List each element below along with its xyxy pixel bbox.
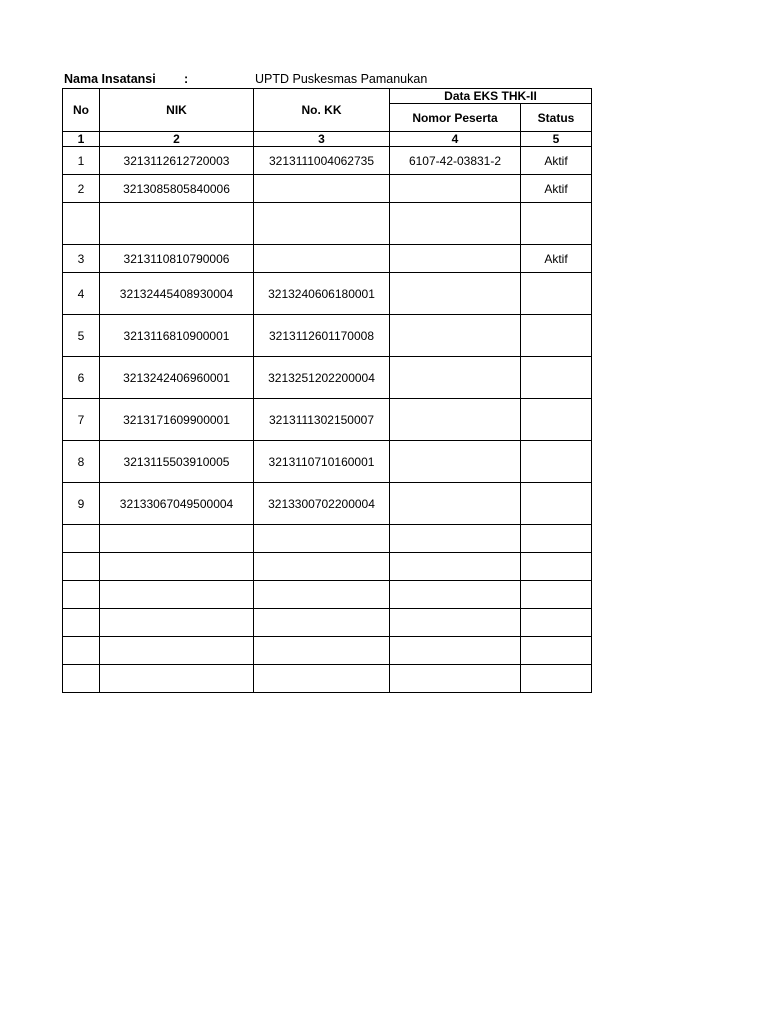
col-header-kk: No. KK (254, 89, 390, 132)
institution-label: Nama Insatansi (64, 72, 156, 86)
col-header-no: No (63, 89, 100, 132)
cell-no: 5 (63, 315, 100, 357)
cell-peserta (390, 175, 521, 203)
cell-kk (254, 245, 390, 273)
institution-colon: : (184, 72, 189, 86)
cell-kk: 3213112601170008 (254, 315, 390, 357)
col-header-status: Status (521, 104, 592, 132)
cell-kk: 3213300702200004 (254, 483, 390, 525)
cell-nik (100, 525, 254, 553)
institution-value: UPTD Puskesmas Pamanukan (255, 72, 428, 86)
table-row (63, 581, 592, 609)
table-row (63, 273, 592, 315)
table-row (63, 553, 592, 581)
cell-peserta (390, 637, 521, 665)
cell-no: 9 (63, 483, 100, 525)
cell-peserta (390, 553, 521, 581)
cell-kk (254, 665, 390, 693)
cell-peserta (390, 581, 521, 609)
cell-nik (100, 203, 254, 245)
cell-no (63, 609, 100, 637)
cell-kk (254, 175, 390, 203)
cell-nik: 3213110810790006 (100, 245, 254, 273)
cell-peserta (390, 399, 521, 441)
cell-nik: 32132445408930004 (100, 273, 254, 315)
cell-status (521, 273, 592, 315)
cell-nik: 3213112612720003 (100, 147, 254, 175)
cell-kk (254, 553, 390, 581)
cell-no: 7 (63, 399, 100, 441)
cell-peserta (390, 357, 521, 399)
cell-no (63, 203, 100, 245)
table-row (63, 525, 592, 553)
col-header-group: Data EKS THK-II (390, 89, 592, 104)
cell-peserta (390, 441, 521, 483)
cell-kk: 3213110710160001 (254, 441, 390, 483)
cell-kk (254, 203, 390, 245)
cell-nik (100, 553, 254, 581)
table-row (63, 245, 592, 273)
cell-status (521, 483, 592, 525)
cell-peserta (390, 665, 521, 693)
cell-nik (100, 637, 254, 665)
cell-peserta (390, 273, 521, 315)
cell-peserta: 6107-42-03831-2 (390, 147, 521, 175)
table-row (63, 357, 592, 399)
cell-kk: 3213111302150007 (254, 399, 390, 441)
cell-kk (254, 637, 390, 665)
cell-nik: 3213116810900001 (100, 315, 254, 357)
cell-no (63, 637, 100, 665)
col-header-peserta: Nomor Peserta (390, 104, 521, 132)
cell-kk: 3213251202200004 (254, 357, 390, 399)
cell-status: Aktif (521, 147, 592, 175)
cell-peserta (390, 245, 521, 273)
cell-no: 4 (63, 273, 100, 315)
cell-nik: 3213242406960001 (100, 357, 254, 399)
cell-no: 8 (63, 441, 100, 483)
table-row (63, 441, 592, 483)
cell-nik: 32133067049500004 (100, 483, 254, 525)
cell-kk: 3213111004062735 (254, 147, 390, 175)
cell-no: 3 (63, 245, 100, 273)
cell-status (521, 441, 592, 483)
cell-status (521, 315, 592, 357)
table-row (63, 315, 592, 357)
table-row (63, 665, 592, 693)
cell-kk (254, 609, 390, 637)
cell-status (521, 581, 592, 609)
table-row (63, 637, 592, 665)
table-row (63, 399, 592, 441)
col-number: 4 (390, 132, 521, 147)
cell-nik (100, 581, 254, 609)
cell-peserta (390, 483, 521, 525)
cell-peserta (390, 609, 521, 637)
table-row (63, 483, 592, 525)
cell-status: Aktif (521, 245, 592, 273)
table-row (63, 609, 592, 637)
col-number: 3 (254, 132, 390, 147)
cell-status: Aktif (521, 175, 592, 203)
col-header-nik: NIK (100, 89, 254, 132)
cell-no: 2 (63, 175, 100, 203)
table-row (63, 147, 592, 175)
table-row (63, 175, 592, 203)
cell-no: 1 (63, 147, 100, 175)
cell-no (63, 665, 100, 693)
cell-peserta (390, 525, 521, 553)
participant-table (62, 88, 592, 693)
col-number: 2 (100, 132, 254, 147)
cell-nik: 3213171609900001 (100, 399, 254, 441)
cell-nik: 3213085805840006 (100, 175, 254, 203)
cell-nik (100, 609, 254, 637)
cell-no (63, 553, 100, 581)
table-row (63, 203, 592, 245)
cell-status (521, 637, 592, 665)
cell-nik: 3213115503910005 (100, 441, 254, 483)
cell-status (521, 203, 592, 245)
cell-kk: 3213240606180001 (254, 273, 390, 315)
cell-status (521, 553, 592, 581)
cell-status (521, 357, 592, 399)
cell-nik (100, 665, 254, 693)
cell-no: 6 (63, 357, 100, 399)
cell-peserta (390, 315, 521, 357)
cell-status (521, 665, 592, 693)
col-number: 5 (521, 132, 592, 147)
cell-peserta (390, 203, 521, 245)
cell-status (521, 399, 592, 441)
cell-status (521, 525, 592, 553)
cell-status (521, 609, 592, 637)
col-number: 1 (63, 132, 100, 147)
cell-no (63, 581, 100, 609)
cell-no (63, 525, 100, 553)
cell-kk (254, 525, 390, 553)
cell-kk (254, 581, 390, 609)
